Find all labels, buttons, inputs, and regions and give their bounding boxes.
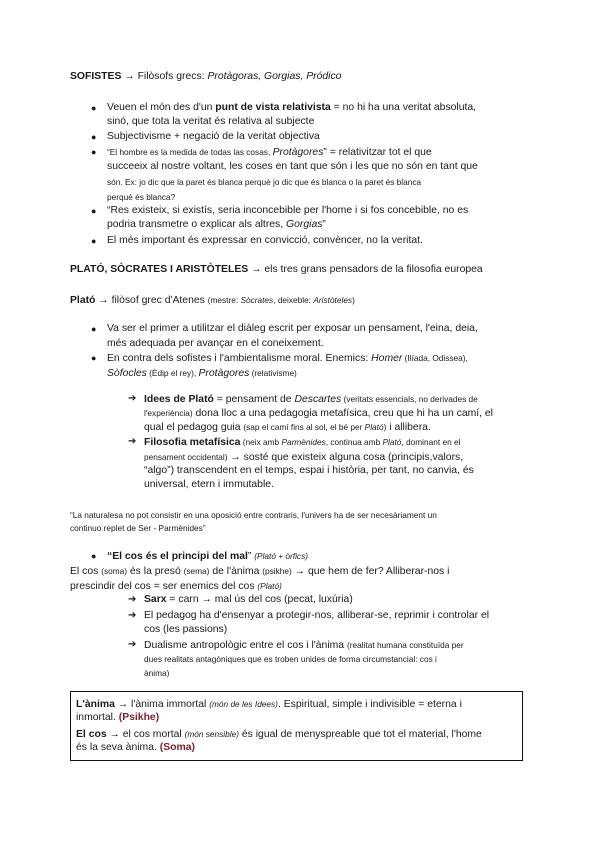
italic-text: Homer: [371, 353, 403, 364]
text: (realitat humana constituïda per: [346, 640, 464, 650]
text: Veuen el món des d'un: [107, 102, 216, 113]
grans-heading-line: [70, 263, 483, 277]
text: (neix amb: [240, 437, 282, 447]
italic-text: Parmènides: [281, 437, 326, 447]
arrow-bullet-icon: ➔: [128, 610, 137, 621]
text: = carn → mal ús del cos (pecat, luxúria): [166, 594, 353, 605]
italic-text: Protàgores: [198, 368, 250, 379]
text: és la presó: [127, 566, 184, 577]
plato-bullet-2-line-2: [107, 366, 297, 381]
text: pensament occidental): [144, 452, 228, 462]
plato-heading-line: [70, 293, 355, 308]
plato-bullet-1: Va ser el primer a utilitzar el diàleg escrit per exposar un pensament, l'eina, deia,: [107, 323, 478, 334]
sofistes-bullet-1: [107, 101, 476, 115]
box-anima-line-2: [76, 711, 159, 725]
text: podria transmetre o explicar als altres,: [107, 219, 287, 230]
bullet-dot: ●: [91, 103, 97, 113]
sofistes-bullet-4-line-2: [107, 218, 326, 232]
box-cos-line: [76, 727, 482, 742]
text: (mestre:: [207, 295, 241, 305]
italic-text: (Plató + òrfics): [254, 551, 308, 561]
sofistes-heading-line: [70, 70, 341, 84]
text: ): [352, 295, 355, 305]
text: En contra dels sofistes i l'ambientalisme moral. Enemics:: [107, 353, 372, 364]
italic-text: Plató: [382, 437, 402, 447]
italic-text: Gorgias: [286, 219, 323, 230]
plato-sub-1-line-3: [144, 420, 431, 435]
bold-text: L'ànima: [76, 699, 115, 710]
italic-text: Protàgores: [272, 147, 324, 158]
text: → sosté que existeix alguna cosa (principis,valors,: [227, 452, 464, 463]
bold-text: El cos: [76, 729, 107, 740]
text: El cos: [70, 566, 102, 577]
text: de l'ànima: [209, 566, 263, 577]
text: , dominant en el: [401, 437, 461, 447]
italic-text: (món de les Idees): [209, 699, 278, 709]
text: són. Ex: jo dic que la paret és blanca perquè jo dic que és blanca o la paret és blanca: [107, 177, 422, 187]
plato-sub-2-line-2: [144, 450, 463, 465]
bullet-dot: ●: [91, 353, 97, 363]
box-cos-line-2: [76, 741, 195, 755]
text: → que hem de fer? Alliberar-nos i: [291, 566, 450, 577]
parmenides-quote: “La naturalesa no pot consistir en una oposició entre contraris, l'univers ha de ser necesàriament un: [70, 510, 437, 520]
cos-sub-2: El pedagog ha d'ensenyar a protegir-nos, alliberar-se, reprimir i controlar el: [144, 610, 490, 621]
box-anima-line: [76, 697, 462, 712]
sofistes-bullet-3: [107, 145, 432, 160]
plato-bullet-2: [107, 351, 468, 366]
cos-bullet: [107, 549, 308, 564]
text: ”: [247, 551, 255, 562]
italic-text: (món sensible): [184, 729, 239, 739]
plato-sub-2-line-4: universal, etern i immutable.: [144, 479, 274, 490]
plato-sub-2: [144, 435, 460, 450]
text: l'experiència): [144, 408, 193, 418]
text: ): [383, 422, 387, 432]
plato-bullet-1-line-2: més adequada per avançar en el coneixement.: [107, 338, 324, 349]
plato-text: filòsof grec d'Atenes: [111, 295, 205, 306]
sofistes-names: Protàgoras, Gorgias, Pródico: [207, 71, 342, 82]
text: és la seva ànima.: [76, 742, 160, 753]
arrow: →: [251, 264, 262, 275]
bullet-dot: ●: [91, 206, 97, 216]
sofistes-bullet-5: El més important és expressar en convicció, convèncer, no la veritat.: [107, 235, 423, 246]
cos-sub-2-line-2: cos (les passions): [144, 624, 228, 635]
arrow-bullet-icon: ➔: [128, 594, 137, 605]
bold-text: Filosofia metafísica: [144, 437, 241, 448]
bullet-dot: ●: [91, 147, 97, 157]
text: = pensament de: [213, 394, 295, 405]
plato-sub-1: [144, 392, 478, 407]
disciple: Aristòteles: [313, 295, 353, 305]
sofistes-bullet-4: “Res existeix, si existís, seria inconcebible per l'home i si fos concebible, no es: [107, 205, 469, 216]
cos-paragraph-line-2: [70, 579, 282, 594]
arrow-bullet-icon: ➔: [128, 436, 137, 447]
text: ”: [322, 219, 326, 230]
parmenides-quote-line-2: continuo replet de Ser - Parmènides”: [70, 523, 206, 533]
text: prescindir del cos = ser enemics del cos: [70, 581, 258, 592]
text: inmortal.: [76, 712, 119, 723]
bold-text: Idees de Plató: [144, 394, 214, 405]
bold-text: “El cos és el principi del mal: [107, 551, 248, 562]
text: (Èdip el rey),: [146, 368, 199, 378]
soma-tag: (Soma): [159, 742, 195, 753]
text: Dualisme antropològic entre el cos i l'ànima: [144, 640, 347, 651]
text: qual el pedagog guia: [144, 422, 244, 433]
bold-text: Sarx: [144, 594, 167, 605]
bold-text: punt de vista relativista: [215, 102, 331, 113]
sofistes-bullet-3-line-4: perquè és blanca?: [107, 192, 176, 202]
arrow-bullet-icon: ➔: [128, 639, 137, 650]
text: (psikhe): [262, 566, 292, 576]
bullet-dot: ●: [91, 236, 97, 246]
text: , continua amb: [325, 437, 383, 447]
arrow: →: [124, 71, 135, 82]
text: (relativisme): [249, 368, 297, 378]
cos-sub-1: [144, 593, 353, 607]
cos-sub-3: [144, 638, 464, 653]
text: (sema): [183, 566, 210, 576]
cos-sub-3-line-2: dues realitats antagòniques que es troben unides de forma circumstancial: cos i: [144, 654, 437, 664]
sofistes-bullet-2: Subjectivisme + negació de la veritat objectiva: [107, 131, 320, 142]
sofistes-bullet-3-line-2: succeeix al nostre voltant, les coses en tant que són i les que no són en tant que: [107, 161, 478, 172]
italic-text: Sòfocles: [107, 368, 147, 379]
bullet-dot: ●: [91, 551, 97, 561]
text: (soma): [101, 566, 128, 576]
sofistes-intro: Filòsofs grecs:: [137, 71, 205, 82]
text: (veritats essencials, no derivades de: [341, 394, 478, 404]
grans-text: els tres grans pensadors de la filosofia europea: [264, 264, 483, 275]
sofistes-bullet-1-line-2: sinó, que tota la veritat és relativa al subjecte: [107, 116, 315, 127]
text: i allibera.: [386, 422, 431, 433]
psikhe-tag: (Psikhe): [118, 712, 160, 723]
italic-text: (Plató): [257, 581, 282, 591]
text: “El hombre es la medida de todas las cosas,: [107, 147, 273, 157]
arrow: →: [98, 295, 109, 306]
italic-text: Descartes: [294, 394, 342, 405]
text: és igual de menyspreable que tot el material, l'home: [238, 729, 482, 740]
text: → l'ànima immortal: [114, 699, 210, 710]
italic-text: Plató: [364, 422, 384, 432]
plato-sub-1-line-2: [144, 406, 493, 421]
bullet-dot: ●: [91, 324, 97, 334]
sofistes-bullet-3-line-3: [107, 175, 421, 190]
text: (sap el camí fins al sol, el bé per: [243, 422, 365, 432]
sofistes-heading: SOFISTES: [70, 71, 122, 82]
text: . Espiritual, simple i indivisible = eterna i: [277, 699, 462, 710]
cos-paragraph: [70, 564, 449, 579]
text: ” = relativitzar tot el que: [323, 147, 432, 158]
plato-sub-2-line-3: “algo”) transcendent en el temps, espai i història, per tant, no canvia, és: [144, 465, 474, 476]
arrow-bullet-icon: ➔: [128, 393, 137, 404]
text: (Ilíada, Odissea),: [402, 353, 468, 363]
bullet-dot: ●: [91, 132, 97, 142]
text: = no hi ha una veritat absoluta,: [330, 102, 477, 113]
grans-heading: PLATÓ, SÒCRATES I ARISTÒTELES: [70, 264, 249, 275]
text: dona lloc a una pedagogia metafísica, creu que hi ha un camí, el: [192, 408, 493, 419]
text: → el cos mortal: [106, 729, 185, 740]
master: Sòcrates: [240, 295, 274, 305]
plato-heading: Plató: [70, 295, 96, 306]
cos-sub-3-line-3: ànima): [144, 668, 170, 678]
text: , deixeble:: [273, 295, 314, 305]
